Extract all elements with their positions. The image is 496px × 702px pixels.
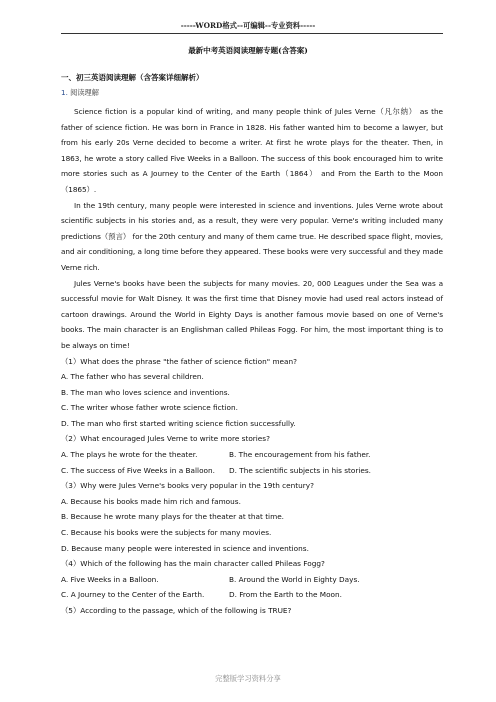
document-title: 最新中考英语阅读理解专题(含答案): [188, 46, 308, 55]
paragraph-1: Science fiction is a popular kind of writing, and many people think of Jules Verne（凡尔纳） as the father of science fiction. He was born in France in 1828. His father wanted him to become a lawyer, but from his early 20s Verne decided to become a writer. At first he wrote plays for the theater. Then, in 1863, he wrote a story called Five Weeks in a Balloon. The success of this book encouraged him to write more stories such as A Journey to the Center of the Earth（1864） and From the Earth to the Moon（1865）.: [61, 107, 443, 194]
section-heading: 一、初三英语阅读理解（含答案详细解析）: [61, 73, 204, 82]
q2-option-c: C. The success of Five Weeks in a Balloon.: [61, 465, 215, 475]
q3-stem: （3）Why were Jules Verne's books very popular in the 19th century?: [61, 481, 314, 491]
q3-option-c: C. Because his books were the subjects for many movies.: [61, 528, 272, 538]
q4-stem: （4）Which of the following has the main character called Phileas Fogg?: [61, 559, 325, 569]
reading-body: [61, 104, 443, 619]
paragraph-3: Jules Verne's books have been the subjects for many movies. 20, 000 Leagues under the Sea was a successful movie for Walt Disney. It was the first time that Disney movie had used real actors instead of cartoon drawings. Around the World in Eighty Days is another famous movie based on one of Verne's books. The main character is an Englishman called Phileas Fogg. For him, the most important thing is to be always on time!: [61, 278, 443, 350]
q1-stem: （1）What does the phrase "the father of science fiction" mean?: [61, 356, 298, 366]
question-type: 阅读理解: [70, 88, 99, 97]
question-number: 1.: [61, 88, 68, 97]
q1-option-a: A. The father who has several children.: [61, 372, 204, 382]
q1-option-b: B. The man who loves science and inventions.: [61, 387, 230, 397]
q5-stem: （5）According to the passage, which of the following is TRUE?: [61, 606, 292, 615]
q3-option-d: D. Because many people were interested in science and inventions.: [61, 543, 309, 553]
q4-option-c: C. A Journey to the Center of the Earth.: [61, 590, 205, 600]
q2-stem: （2）What encouraged Jules Verne to write more stories?: [61, 434, 270, 444]
q1-option-c: C. The writer whose father wrote science fiction.: [61, 403, 238, 413]
page-footer: 完整版学习资料分享: [215, 674, 281, 683]
question-label: [61, 88, 99, 98]
q3-option-b: B. Because he wrote many plays for the theater at that time.: [61, 512, 285, 522]
q2-option-b: B. The encouragement from his father.: [229, 450, 371, 460]
q4-row-ab: [61, 572, 443, 588]
q3-option-a: A. Because his books made him rich and famous.: [61, 496, 241, 506]
q2-row-ab: [61, 447, 443, 463]
header-divider: [61, 33, 443, 34]
q2-option-d: D. The scientific subjects in his stories.: [229, 465, 371, 475]
q4-option-a: A. Five Weeks in a Balloon.: [61, 574, 159, 584]
page-header: -----WORD格式--可编辑--专业资料-----: [180, 21, 316, 30]
q4-option-d: D. From the Earth to the Moon.: [229, 590, 342, 600]
q2-option-a: A. The plays he wrote for the theater.: [61, 450, 198, 460]
paragraph-2: In the 19th century, many people were interested in science and inventions. Jules Verne wrote about scientific subjects in his stories and, as a result, they were very popular. Verne's writing included many predictions（预言） for the 20th century and many of them came true. He described space flight, movies, and air conditioning, a long time before they appeared. These books were very successful and they made Verne rich.: [61, 200, 443, 272]
q2-row-cd: [61, 463, 443, 479]
q4-row-cd: [61, 587, 443, 603]
q1-option-d: D. The man who first started writing science fiction successfully.: [61, 418, 296, 428]
q4-option-b: B. Around the World in Eighty Days.: [229, 574, 360, 584]
